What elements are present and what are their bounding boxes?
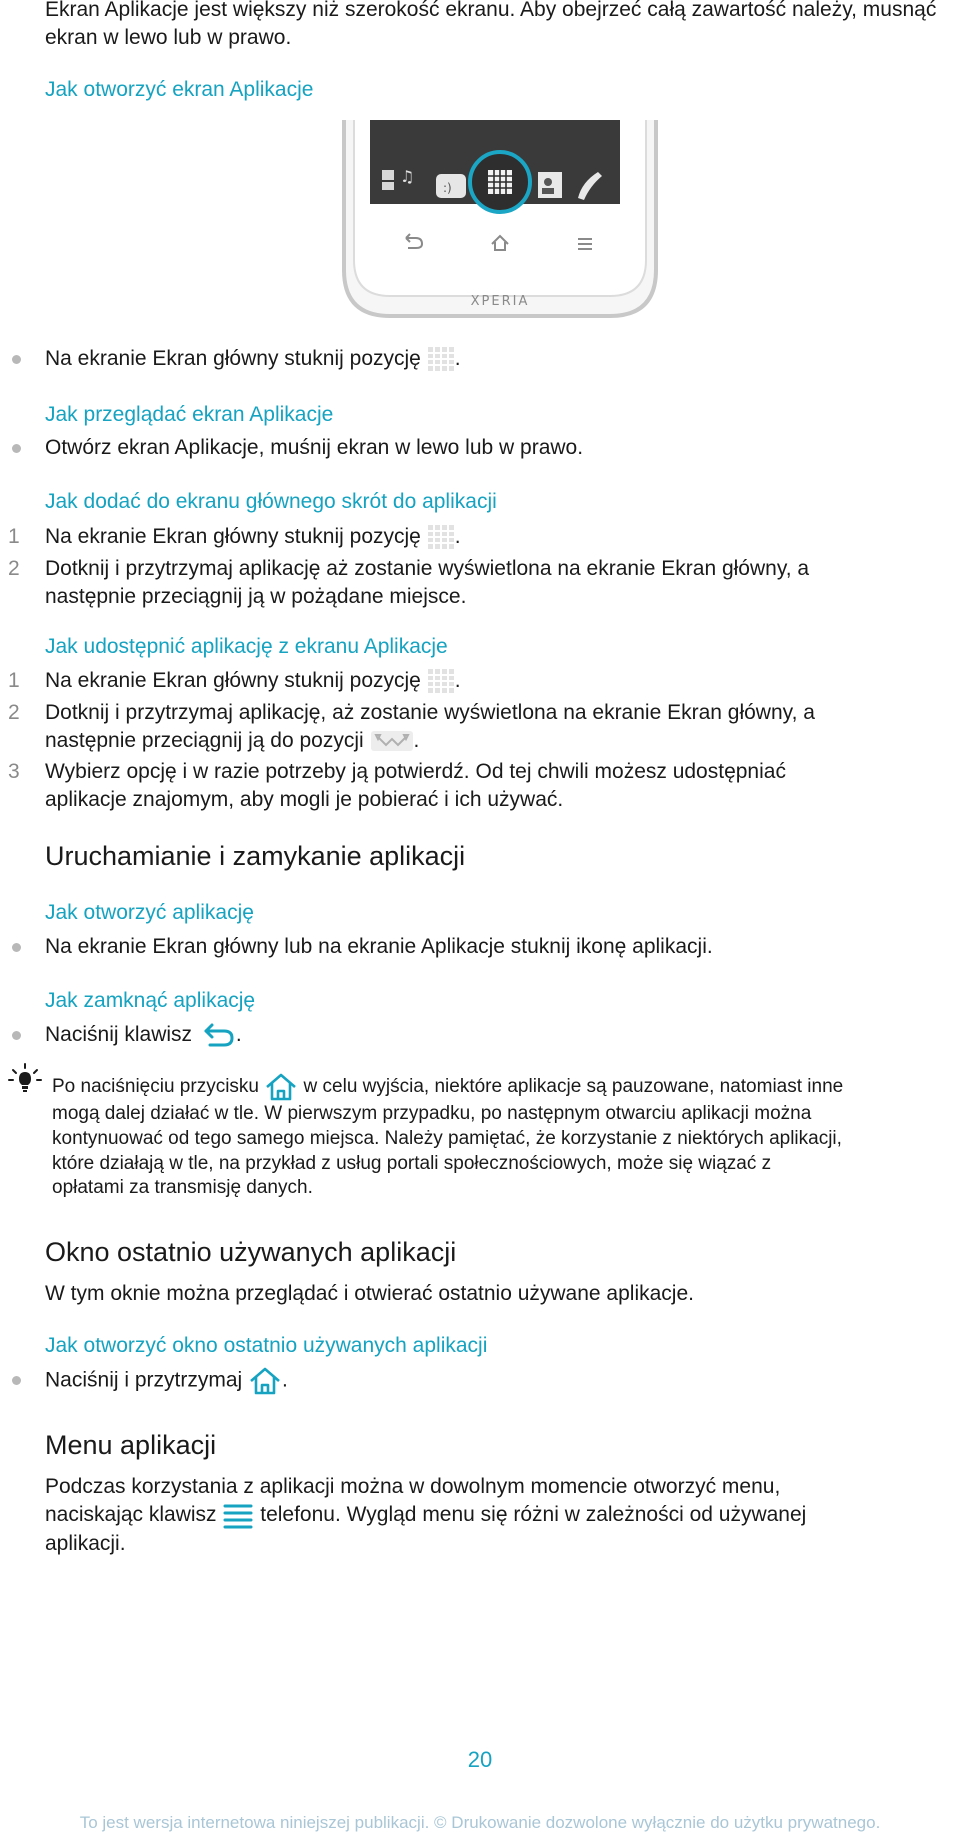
step-text-continued: następnie przeciągnij ją do pozycji . (45, 729, 420, 752)
list-item: Naciśnij klawisz . (45, 1021, 242, 1049)
recent-apps-description: W tym oknie można przeglądać i otwierać ostatnio używane aplikacje. (45, 1282, 694, 1305)
heading-app-menu: Menu aplikacji (45, 1430, 217, 1460)
step-number: 2 (8, 701, 20, 724)
tip-line: mogą dalej działać w tle. W pierwszym przypadku, po następnym otwarciu aplikacji można (52, 1103, 812, 1124)
step-number: 1 (8, 669, 20, 692)
step-text: Dotknij i przytrzymaj aplikację aż zostanie wyświetlona na ekranie Ekran główny, a (45, 557, 810, 580)
list-item: Otwórz ekran Aplikacje, muśnij ekran w lewo lub w prawo. (45, 436, 584, 459)
step-number: 2 (8, 557, 20, 580)
step-text-continued: aplikacje znajomym, aby mogli je pobierać i ich używać. (45, 788, 564, 811)
page-number: 20 (467, 1747, 493, 1772)
apps-grid-icon (427, 668, 455, 694)
intro-paragraph: Ekran Aplikacje jest większy niż szerokość ekranu. Aby obejrzeć całą zawartość należy, musnąć ekran w lewo lub w prawo. (45, 0, 937, 49)
step-number: 3 (8, 760, 20, 783)
step-text: Na ekranie Ekran główny stuknij pozycję . (45, 523, 461, 551)
svg-text:♫: ♫ (400, 167, 415, 186)
step-text: Wybierz opcję i w razie potrzeby ją potwierdź. Od tej chwili możesz udostępniać (45, 760, 786, 783)
menu-key-icon (222, 1501, 254, 1529)
list-item: Na ekranie Ekran główny lub na ekranie Aplikacje stuknij ikonę aplikacji. (45, 935, 713, 958)
bullet-marker (12, 1031, 21, 1040)
menu-paragraph-line: naciskając klawisz telefonu. Wygląd menu się różni w zależności od używanej (45, 1501, 806, 1529)
tip-line: Po naciśnięciu przycisku w celu wyjścia, niektóre aplikacje są pauzowane, natomiast inne (52, 1072, 843, 1102)
footer-note: To jest wersja internetowa niniejszej publikacji. © Drukowanie dozwolone wyłącznie do użytku prywatnego. (79, 1813, 881, 1832)
phone-brand-label: XPERIA (470, 294, 530, 309)
step-text: Na ekranie Ekran główny stuknij pozycję . (45, 667, 461, 695)
subheading-open-apps: Jak otworzyć ekran Aplikacje (45, 78, 314, 101)
step-text-continued: następnie przeciągnij ją w pożądane miejsce. (45, 585, 467, 608)
step-number: 1 (8, 525, 20, 548)
bullet-marker (12, 943, 21, 952)
heading-recent-apps: Okno ostatnio używanych aplikacji (45, 1237, 457, 1267)
subheading-browse-apps: Jak przeglądać ekran Aplikacje (45, 403, 334, 426)
lightbulb-tip-icon (8, 1062, 42, 1096)
list-item-text: Na ekranie Ekran główny stuknij pozycję (45, 347, 427, 370)
svg-text::): :) (443, 181, 452, 195)
home-key-icon (248, 1366, 282, 1396)
menu-paragraph-line: aplikacji. (45, 1532, 126, 1555)
apps-grid-icon (427, 346, 455, 372)
subheading-add-shortcut: Jak dodać do ekranu głównego skrót do aplikacji (45, 490, 497, 513)
bullet-marker (12, 1376, 21, 1385)
menu-paragraph-line: Podczas korzystania z aplikacji można w dowolnym momencie otworzyć menu, (45, 1475, 781, 1498)
bullet-marker (12, 355, 21, 364)
subheading-share-app: Jak udostępnić aplikację z ekranu Aplikacje (45, 635, 448, 658)
phone-illustration (340, 120, 660, 320)
list-item: Naciśnij i przytrzymaj . (45, 1366, 288, 1396)
share-arrows-icon (370, 729, 414, 753)
bullet-marker (12, 444, 21, 453)
home-key-icon (264, 1072, 298, 1102)
tip-line: kontynuować od tego samego miejsca. Należy pamiętać, że korzystanie z niektórych aplikacji, (52, 1128, 842, 1149)
tip-line: opłatami za transmisję danych. (52, 1177, 313, 1198)
list-item: Na ekranie Ekran główny stuknij pozycję . (45, 345, 461, 373)
tip-line: które działają w tle, na przykład z usług portali społecznościowych, może się wiązać z (52, 1153, 772, 1174)
step-text: Dotknij i przytrzymaj aplikację, aż zostanie wyświetlona na ekranie Ekran główny, a (45, 701, 815, 724)
heading-run-close-apps: Uruchamianie i zamykanie aplikacji (45, 841, 466, 871)
subheading-open-app: Jak otworzyć aplikację (45, 901, 254, 924)
apps-grid-icon (427, 524, 455, 550)
subheading-close-app: Jak zamknąć aplikację (45, 989, 256, 1012)
back-key-icon (198, 1021, 236, 1049)
subheading-open-recent: Jak otworzyć okno ostatnio używanych aplikacji (45, 1334, 488, 1357)
